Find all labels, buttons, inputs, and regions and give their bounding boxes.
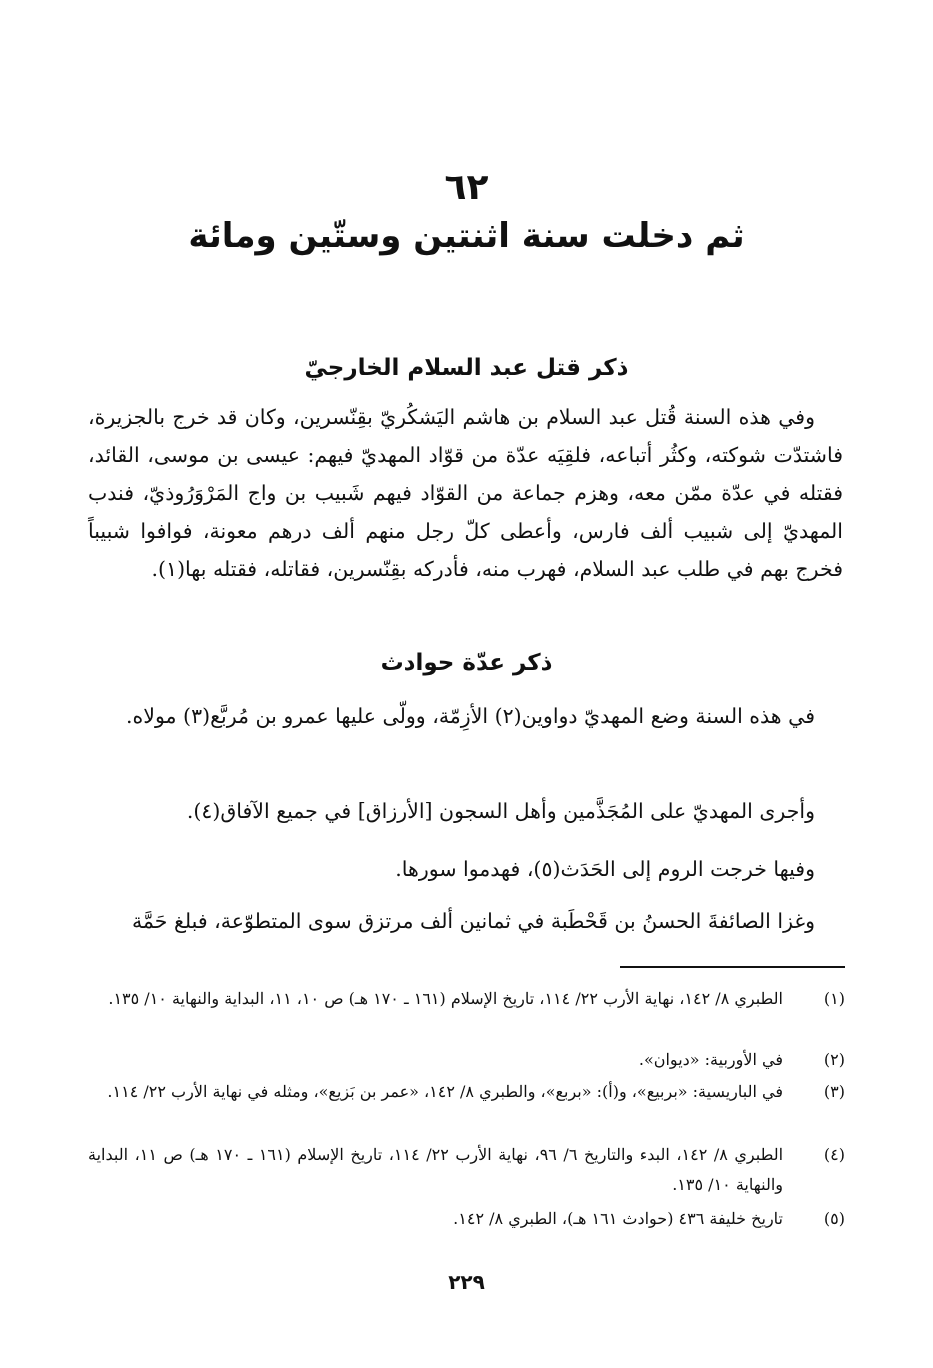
footnote-text: في الباريسية: «بربيع»، و(أ): «بربع»، والطبري ٨/ ١٤٢، «عمر بن بَزيع»، ومثله في نهاية الأرب ٢٢/ ١١٤. [107, 1082, 783, 1101]
footnote-number: (١) [823, 989, 845, 1008]
footnote-text: تاريخ خليفة ٤٣٦ (حوادث ١٦١ هـ)، الطبري ٨/ ١٤٢. [453, 1209, 783, 1228]
footnote-number: (٢) [823, 1050, 845, 1069]
chapter-number: ٦٢ [444, 167, 489, 208]
chapter-title: ثم دخلت سنة اثنتين وستّين ومائة [188, 216, 745, 256]
footnote-text: الطبري ٨/ ١٤٢، البدء والتاريخ ٦/ ٩٦، نهاية الأرب ٢٢/ ١١٤، تاريخ الإسلام (١٦١ ـ ١٧٠ هـ) ص ١١، البداية والنهاية ١٠/ ١٣٥. [88, 1145, 784, 1194]
footnote-3 [88, 1077, 845, 1107]
footnote-4 [88, 1140, 845, 1200]
footnote-5 [88, 1204, 845, 1234]
text-line-allowances: وأجرى المهديّ على المُجَذَّمين وأهل السجون [الأرزاق] في جميع الآفاق(٤). [186, 799, 815, 823]
footnote-text: في الأوربية: «ديوان». [638, 1050, 783, 1069]
footnote-1 [88, 984, 845, 1014]
footnote-text: الطبري ٨/ ١٤٢، نهاية الأرب ٢٢/ ١١٤، تاريخ الإسلام (١٦١ ـ ١٧٠ هـ) ص ١٠، ١١، البداية والنهاية ١٠/ ١٣٥. [108, 989, 783, 1008]
page-number: ٢٢٩ [448, 1270, 485, 1294]
section-paragraph-abd-al-salam: وفي هذه السنة قُتل عبد السلام بن هاشم اليَشكُريّ بقِنّسرين، وكان قد خرج بالجزيرة، فاشتدّت شوكته، وكثُر أتباعه، فلقِيَه عدّة من قوّاد المهديّ فيهم: عيسى بن موسى، القائد، فقتله في عدّة ممّن معه، وهزم جماعة من القوّاد فيهم شَبيب بن واج المَرْوَرُوذيّ، فندب المهديّ إلى شبيب ألف فارس، وأعطى كلّ رجل منهم ألف درهم معونة، فوافوا شبيباً فخرج بهم في طلب عبد السلام، فهرب منه، فأدركه بقِنّسرين، فقاتله، فقتله بها(١). [88, 405, 843, 581]
text-line-summer-campaign: وغزا الصائفةَ الحسنُ بن قَحْطَبة في ثمانين ألف مرتزق سوى المتطوّعة، فبلغ حَمَّة [131, 909, 815, 933]
section-heading-events: ذكر عدّة حوادث [380, 650, 553, 676]
section-paragraph-events: في هذه السنة وضع المهديّ دواوين(٢) الأزِمّة، وولّى عليها عمرو بن مُربَّع(٣) مولاه. [126, 704, 815, 728]
footnote-number: (٣) [823, 1082, 845, 1101]
footnote-number: (٤) [823, 1145, 845, 1164]
text-line-byzantine-raid: وفيها خرجت الروم إلى الحَدَث(٥)، فهدموا سورها. [395, 857, 815, 881]
footnote-divider [620, 966, 845, 968]
footnote-number: (٥) [823, 1209, 845, 1228]
footnote-2 [88, 1045, 845, 1075]
section-heading-abd-al-salam: ذكر قتل عبد السلام الخارجيّ [304, 355, 629, 381]
